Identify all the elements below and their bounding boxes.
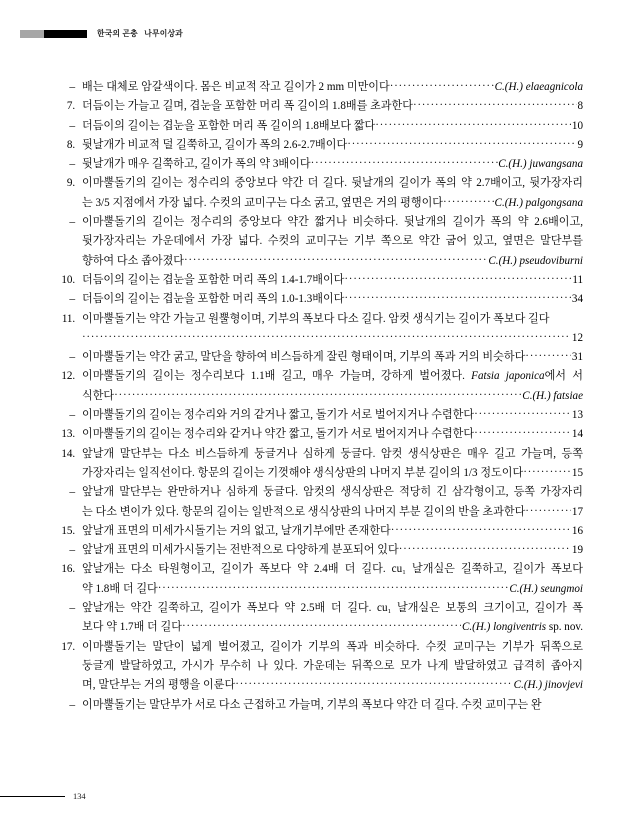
key-line-text xyxy=(82,387,114,406)
line-text: 더듬이는 가늘고 길며, 겹눈을 포함한 머리 폭 길이의 1.8배를 초과한다 xyxy=(82,100,413,113)
dot-leader xyxy=(525,347,571,366)
couplet-number-target: 12 xyxy=(571,331,583,344)
running-head-gray-bar xyxy=(20,30,44,38)
dot-leader xyxy=(413,96,577,115)
couplet-number-target: 31 xyxy=(571,351,583,364)
couplet-marker: – xyxy=(69,81,75,93)
dot-leader xyxy=(474,405,571,424)
line-text: 식한다 xyxy=(82,389,115,402)
couplet-content xyxy=(82,213,583,271)
couplet-number-target: 34 xyxy=(571,293,583,306)
dot-leader xyxy=(390,77,494,96)
key-line xyxy=(82,541,583,560)
line-text: 앞날개는 약간 길쭉하고, 길이가 폭보다 약 2.5배 더 길다. cu₁ 날개실은 보통의 크기이고, 길이가 폭 xyxy=(82,602,583,615)
key-couplet xyxy=(58,348,583,367)
line-text: 는 3/5 지점에서 가장 넓다. 수컷의 교미구는 다소 굵고, 옆면은 거의 평행이다 xyxy=(82,196,444,209)
key-couplet xyxy=(58,425,583,444)
couplet-number-target: 9 xyxy=(577,138,583,151)
couplet-marker: 9. xyxy=(66,177,75,190)
couplet-marker: 12. xyxy=(61,370,75,383)
couplet-content xyxy=(82,425,583,444)
couplet-content xyxy=(82,136,583,155)
key-couplet xyxy=(58,290,583,309)
line-text: 이마뿔돌기는 말단부가 서로 다소 근접하고 가늘며, 기부의 폭보다 약간 더 길다. 수컷 교미구는 완 xyxy=(82,698,542,711)
key-line xyxy=(82,78,583,97)
couplet-number-target: 16 xyxy=(571,524,583,537)
couplet-content xyxy=(82,560,583,599)
couplet-content xyxy=(82,638,583,696)
dot-leader xyxy=(391,521,572,540)
line-text: 이마뿔돌기는 약간 가늘고 원뿔형이며, 기부의 폭보다 다소 길다. 암컷 생식기는 길이가 폭보다 길다 xyxy=(82,312,550,325)
key-line xyxy=(82,155,583,174)
couplet-marker: – xyxy=(69,409,75,422)
dot-leader xyxy=(182,617,462,636)
taxonomic-key-body xyxy=(58,78,583,715)
dot-leader xyxy=(399,540,572,559)
key-line xyxy=(82,696,583,715)
dot-leader xyxy=(235,675,513,694)
couplet-marker: – xyxy=(69,351,75,364)
line-text: 앞날개 말단부는 완만하거나 심하게 둥글다. 암컷의 생식상판은 적당히 긴 삼각형이고, 등쪽 가장자리 xyxy=(82,486,583,499)
footer-rule xyxy=(0,796,65,797)
line-text: 더듬이의 길이는 겹눈을 포함한 머리 폭의 1.4-1.7배이다 xyxy=(82,273,345,286)
line-text: 앞날개는 다소 타원형이고, 길이가 폭보다 약 2.4배 더 길다. cu₁ 날개실은 길쭉하고, 길이가 폭보다 xyxy=(82,563,583,576)
line-text: 보다 약 1.7배 더 길다 xyxy=(82,621,182,634)
couplet-marker: 7. xyxy=(66,100,75,113)
couplet-marker: 10. xyxy=(61,273,75,286)
couplet-marker: 11. xyxy=(61,312,75,325)
line-text: 둥글게 발달하였고, 가시가 무수히 나 있다. 가운데는 뒤쪽으로 모가 나게 발달하였고 급격히 좁아지 xyxy=(82,659,583,672)
couplet-content xyxy=(82,155,583,174)
couplet-content xyxy=(82,522,583,541)
line-text: 뒷날개가 비교적 덜 길쭉하고, 길이가 폭의 2.6-2.7배이다 xyxy=(82,138,348,151)
key-line-text xyxy=(82,252,184,271)
key-line xyxy=(82,618,583,637)
couplet-number-target: 19 xyxy=(571,544,583,557)
species-name-target: C.(H.) juwangsana xyxy=(498,158,583,171)
key-line xyxy=(82,97,583,116)
couplet-marker: – xyxy=(69,158,75,171)
line-text: 이마뿔돌기의 길이는 정수리의 중앙보다 약간 더 길다. 뒷날개의 길이가 폭의 약 2.7배이고, 뒷가장자리 xyxy=(82,177,583,190)
line-text: 이마뿔돌기의 길이는 정수리와 같거나 약간 짧고, 돌기가 서로 벌어지거나 수렴한다 xyxy=(82,428,475,441)
line-text: 이마뿔돌기의 길이는 정수리와 거의 같거나 짧고, 돌기가 서로 벌어지거나 수렴한다 xyxy=(82,409,475,422)
key-line-text xyxy=(82,580,158,599)
key-line-text xyxy=(82,541,399,560)
key-line-text xyxy=(82,676,235,695)
couplet-content xyxy=(82,541,583,560)
key-line xyxy=(82,676,583,695)
dot-leader xyxy=(344,270,571,289)
key-line xyxy=(82,310,583,329)
couplet-number-target: 11 xyxy=(572,273,583,286)
key-line-text xyxy=(82,78,390,97)
couplet-content xyxy=(82,696,583,715)
key-line xyxy=(82,117,583,136)
key-couplet xyxy=(58,560,583,599)
nomenclature-suffix: sp. nov. xyxy=(546,621,583,634)
key-line-text xyxy=(82,194,443,213)
species-name-target: C.(H.) palgongsana xyxy=(494,196,583,209)
key-line xyxy=(82,445,583,464)
couplet-content xyxy=(82,348,583,367)
key-couplet xyxy=(58,445,583,484)
key-line xyxy=(82,657,583,676)
line-text: 가장자리는 일직선이다. 항문의 길이는 기껏해야 생식상판의 나머지 부분 길이의 1/3 정도이다 xyxy=(82,466,524,479)
key-line xyxy=(82,406,583,425)
key-line xyxy=(82,252,583,271)
species-name-target: C.(H.) fatsiae xyxy=(522,389,583,402)
couplet-marker: – xyxy=(69,544,75,557)
key-line xyxy=(82,522,583,541)
couplet-content xyxy=(82,445,583,484)
key-line xyxy=(82,232,583,251)
couplet-number-target: 10 xyxy=(571,119,583,132)
couplet-marker: – xyxy=(69,216,75,229)
species-name-target: C.(H.) elaeagnicola xyxy=(494,81,583,93)
dot-leader xyxy=(474,424,571,443)
couplet-marker: 16. xyxy=(61,563,75,576)
key-line xyxy=(82,599,583,618)
key-couplet xyxy=(58,213,583,271)
key-line-text xyxy=(82,271,344,290)
key-line-text xyxy=(82,290,344,309)
key-couplet xyxy=(58,97,583,116)
line-text: 며, 말단부는 거의 평행을 이룬다 xyxy=(82,679,236,692)
dot-leader xyxy=(158,579,509,598)
couplet-content xyxy=(82,367,583,406)
key-line-text xyxy=(82,618,182,637)
key-couplet xyxy=(58,78,583,97)
line-text: 향하여 다소 좁아졌다 xyxy=(82,254,184,267)
couplet-number-target: 17 xyxy=(571,505,583,518)
couplet-content xyxy=(82,97,583,116)
key-couplet xyxy=(58,155,583,174)
couplet-content xyxy=(82,290,583,309)
key-couplet xyxy=(58,174,583,213)
species-name-target: C.(H.) seungmoi xyxy=(509,582,583,595)
key-line xyxy=(82,387,583,406)
couplet-number-target: 13 xyxy=(571,409,583,422)
dot-leader xyxy=(344,289,571,308)
key-line xyxy=(82,483,583,502)
couplet-content xyxy=(82,174,583,213)
key-line-text xyxy=(82,425,474,444)
couplet-content xyxy=(82,599,583,638)
couplet-marker: – xyxy=(69,602,75,615)
dot-leader xyxy=(375,116,571,135)
species-name-target: C.(H.) pseudoviburni xyxy=(488,254,583,267)
couplet-number-target: 14 xyxy=(571,428,583,441)
dot-leader xyxy=(184,251,488,270)
key-line xyxy=(82,367,583,386)
key-line xyxy=(82,174,583,193)
line-text: 뒷가장자리는 가운데에서 가장 넓다. 수컷의 교미구는 기부 쪽으로 약간 굽어 있고, 옆면은 말단부를 xyxy=(82,235,583,248)
key-line-text xyxy=(82,348,525,367)
line-text: 에서 서 xyxy=(544,370,583,383)
couplet-content xyxy=(82,271,583,290)
key-couplet xyxy=(58,522,583,541)
dot-leader xyxy=(523,463,571,482)
dot-leader xyxy=(114,386,522,405)
key-line xyxy=(82,464,583,483)
key-line xyxy=(82,329,583,348)
couplet-content xyxy=(82,406,583,425)
key-line xyxy=(82,560,583,579)
key-line xyxy=(82,271,583,290)
key-couplet xyxy=(58,541,583,560)
key-line xyxy=(82,194,583,213)
dot-leader xyxy=(82,328,571,347)
dot-leader xyxy=(311,154,498,173)
line-text: 이마뿔돌기는 말단이 넓게 벌어졌고, 길이가 기부의 폭과 비슷하다. 수컷 교미구는 기부가 뒤쪽으로 xyxy=(82,640,583,653)
key-line-text xyxy=(82,503,525,522)
key-line xyxy=(82,348,583,367)
couplet-content xyxy=(82,483,583,522)
couplet-content xyxy=(82,117,583,136)
line-text: 더듬이의 길이는 겹눈을 포함한 머리 폭 길이의 1.8배보다 짧다 xyxy=(82,119,376,132)
dot-leader xyxy=(347,135,577,154)
key-couplet xyxy=(58,310,583,349)
couplet-marker: 14. xyxy=(61,447,75,460)
couplet-number-target: 8 xyxy=(577,100,583,113)
species-name-target: C.(H.) longiventris sp. nov. xyxy=(461,621,583,634)
line-text: 뒷날개가 매우 길쭉하고, 길이가 폭의 약 3배이다 xyxy=(82,158,311,171)
line-text: 앞날개 표면의 미세가시돌기는 전반적으로 다양하게 분포되어 있다 xyxy=(82,544,399,557)
key-line xyxy=(82,580,583,599)
couplet-marker: 15. xyxy=(61,524,75,537)
page-footer xyxy=(0,793,86,801)
dot-leader xyxy=(443,193,494,212)
key-line xyxy=(82,136,583,155)
line-text: 앞날개 표면의 미세가시돌기는 거의 없고, 날개기부에만 존재한다 xyxy=(82,524,391,537)
key-line xyxy=(82,503,583,522)
key-line-text xyxy=(82,464,523,483)
line-text: 약 1.8배 더 길다 xyxy=(82,582,158,595)
dot-leader xyxy=(525,502,571,521)
line-text: 앞날개 말단부는 다소 비스듬하게 둥글거나 심하게 둥글다. 암컷 생식상판은 매우 길고 가늘며, 등쪽 xyxy=(82,447,583,460)
couplet-marker: – xyxy=(69,698,75,711)
key-couplet xyxy=(58,638,583,696)
key-line xyxy=(82,290,583,309)
couplet-marker: – xyxy=(69,119,75,132)
key-couplet xyxy=(58,696,583,715)
couplet-number-target: 15 xyxy=(571,466,583,479)
couplet-marker: – xyxy=(69,486,75,499)
key-couplet xyxy=(58,599,583,638)
key-couplet xyxy=(58,367,583,406)
line-text: 배는 대체로 암갈색이다. 몸은 비교적 작고 길이가 2 mm 미만이다 xyxy=(82,81,390,93)
species-name-target: C.(H.) jinovjevi xyxy=(513,679,583,692)
key-line-text xyxy=(82,117,375,136)
couplet-content xyxy=(82,78,583,97)
key-line-text xyxy=(82,406,474,425)
key-line xyxy=(82,425,583,444)
line-text: 이마뿔돌기의 길이는 정수리의 중앙보다 약간 짧거나 비슷하다. 뒷날개의 길이가 폭의 약 2.6배이고, xyxy=(82,216,583,229)
inline-host-plant-name: Fatsia japonica xyxy=(471,370,545,383)
running-head-title: 한국의 곤충 나무이상과 xyxy=(97,29,183,39)
key-couplet xyxy=(58,117,583,136)
key-line-text xyxy=(82,155,311,174)
line-text: 이마뿔돌기의 길이는 정수리보다 1.1배 길고, 매우 가늘며, 강하게 벌어졌다. xyxy=(82,370,472,383)
key-line xyxy=(82,638,583,657)
page-number: 134 xyxy=(73,791,86,801)
key-line-text xyxy=(82,522,391,541)
couplet-marker: 17. xyxy=(61,640,75,653)
key-line-text xyxy=(82,136,347,155)
key-couplet xyxy=(58,271,583,290)
line-text: 는 다소 변이가 있다. 항문의 길이는 일반적으로 생식상판의 나머지 부분 길이의 반을 초과한다 xyxy=(82,505,526,518)
key-line-text xyxy=(82,97,413,116)
line-text: 더듬이의 길이는 겹눈을 포함한 머리 폭의 1.0-1.3배이다 xyxy=(82,293,345,306)
couplet-content xyxy=(82,310,583,349)
running-head xyxy=(20,28,183,39)
couplet-marker: 13. xyxy=(61,428,75,441)
key-line xyxy=(82,213,583,232)
running-head-black-bar xyxy=(44,30,87,38)
key-couplet xyxy=(58,136,583,155)
key-couplet xyxy=(58,483,583,522)
couplet-marker: – xyxy=(69,293,75,306)
line-text: 이마뿔돌기는 약간 굵고, 말단을 향하여 비스듬하게 잘린 형태이며, 기부의 폭과 거의 비슷하다 xyxy=(82,351,526,364)
key-couplet xyxy=(58,406,583,425)
couplet-marker: 8. xyxy=(66,138,75,151)
